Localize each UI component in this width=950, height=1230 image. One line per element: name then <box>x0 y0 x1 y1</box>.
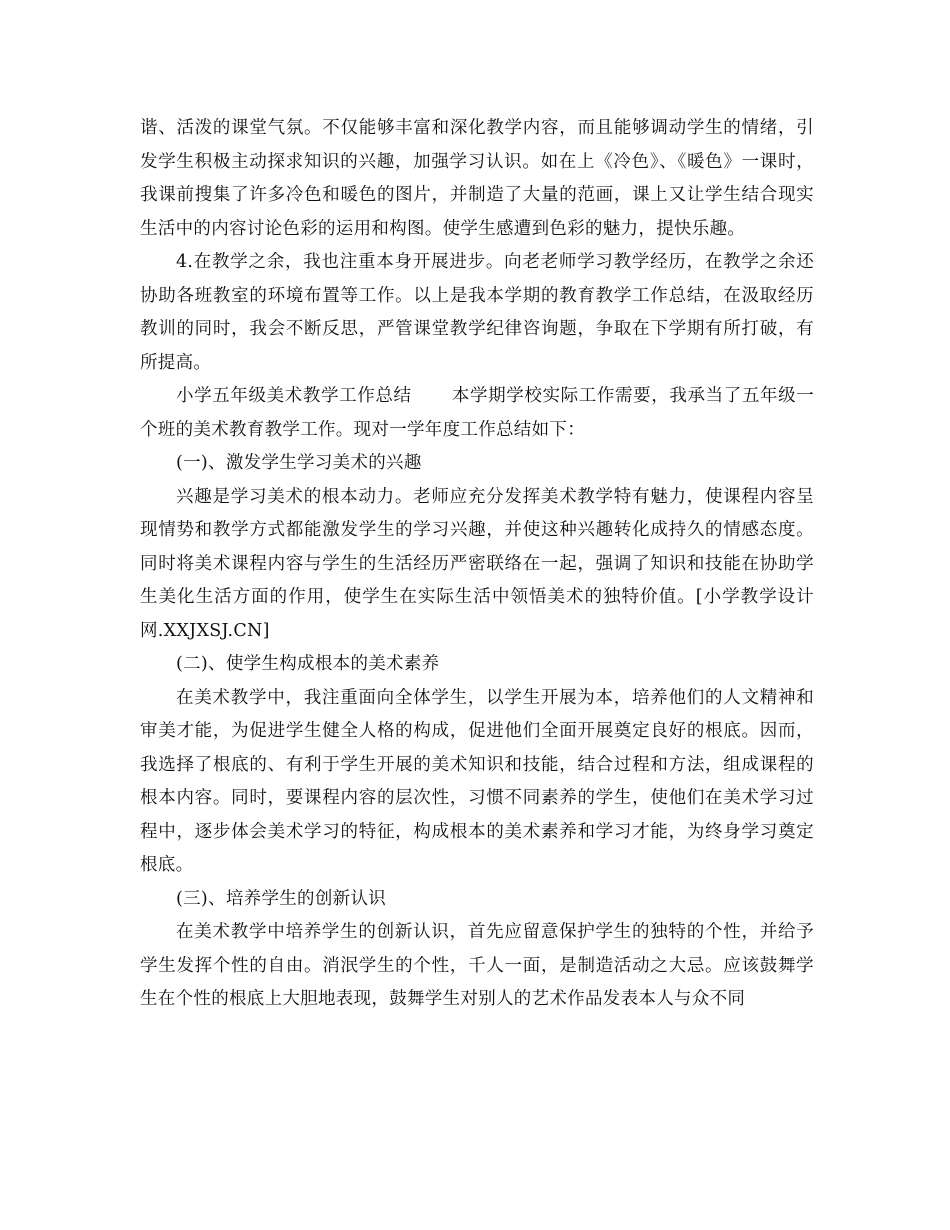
section-heading-literacy: (二)、使学生构成根本的美术素养 <box>176 654 440 674</box>
paragraph-summary-intro <box>140 380 814 447</box>
document-body <box>140 112 814 1017</box>
paragraph-continuation: 谐、活泼的课堂气氛。不仅能够丰富和深化教学内容，而且能够调动学生的情绪，引发学生积极主动探求知识的兴趣，加强学习认识。如在上《冷色》、《暖色》一课时，我课前搜集了许多冷色和暖色的图片，并制造了大量的范画，课上又让学生结合现实生活中的内容讨论色彩的运用和构图。使学生感遭到色彩的魅力，提快乐趣。 <box>140 118 814 239</box>
paragraph-literacy: 在美术教学中，我注重面向全体学生，以学生开展为本，培养他们的人文精神和审美才能，为促进学生健全人格的构成，促进他们全面开展奠定良好的根底。因而，我选择了根底的、有利于学生开展的美术知识和技能，结合过程和方法，组成课程的根本内容。同时，要课程内容的层次性，习惯不同素养的学生，使他们在美术学习过程中，逐步体会美术学习的特征，构成根本的美术素养和学习才能，为终身学习奠定根底。 <box>140 687 814 875</box>
paragraph-self-improvement: 4.在教学之余，我也注重本身开展进步。向老老师学习教学经历，在教学之余还协助各班教室的环境布置等工作。以上是我本学期的教育教学工作总结，在汲取经历教训的同时，我会不断反思，严管课堂教学纪律咨询题，争取在下学期有所打破，有所提高。 <box>140 252 814 373</box>
summary-title: 小学五年级美术教学工作总结 <box>176 386 412 406</box>
summary-intro-text: 本学期学校实际工作需要，我承当了五年级一个班的美术教育教学工作。现对一学年度工作总结如下： <box>140 386 814 440</box>
paragraph-innovation: 在美术教学中培养学生的创新认识，首先应留意保护学生的独特的个性，并给予学生发挥个性的自由。消泯学生的个性，千人一面，是制造活动之大忌。应该鼓舞学生在个性的根底上大胆地表现，鼓舞学生对别人的艺术作品发表本人与众不同 <box>140 922 814 1009</box>
section-heading-interest: (一)、激发学生学习美术的兴趣 <box>176 453 422 473</box>
paragraph-interest: 兴趣是学习美术的根本动力。老师应充分发挥美术教学特有魅力，使课程内容呈现情势和教学方式都能激发学生的学习兴趣，并使这种兴趣转化成持久的情感态度。同时将美术课程内容与学生的生活经历严密联络在一起，强调了知识和技能在协助学生美化生活方面的作用，使学生在实际生活中领悟美术的独特价值。[小学教学设计网.XXJXSJ.CN] <box>140 486 814 641</box>
section-heading-innovation: (三)、培养学生的创新认识 <box>176 888 387 909</box>
